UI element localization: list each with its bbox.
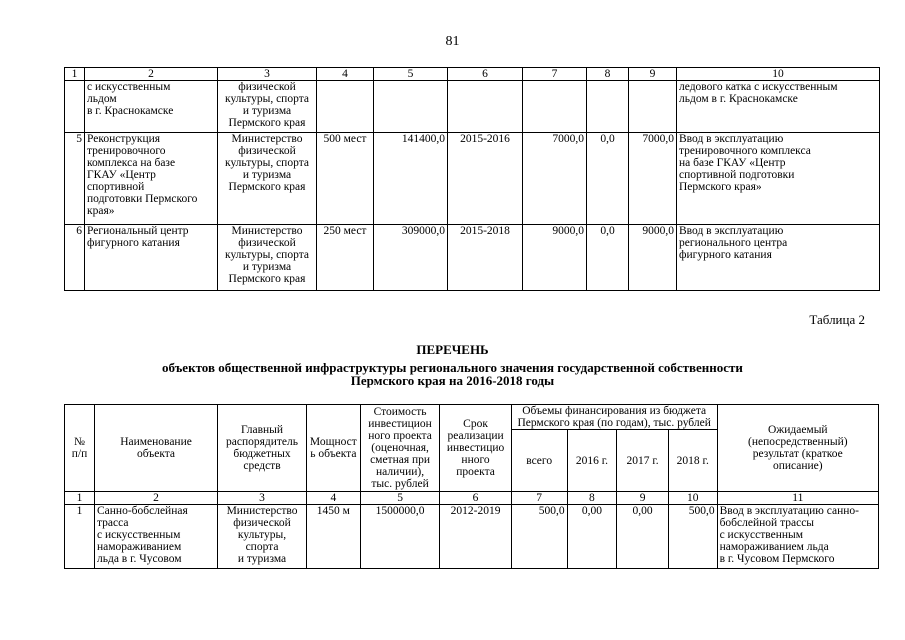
col-number: 7 (523, 68, 587, 81)
funding-2016: 0,00 (567, 505, 617, 569)
objects-table-continued (64, 67, 880, 291)
col-number: 3 (218, 492, 307, 505)
object-name: с искусственным льдом в г. Краснокамске (85, 81, 218, 133)
period: 2012-2019 (440, 505, 511, 569)
capacity: 1450 м (306, 505, 360, 569)
header-total: всего (511, 430, 567, 492)
administrator: Министерство физической культуры, спорта и туризма Пермского края (218, 133, 317, 225)
list-subtitle-line1: объектов общественной инфраструктуры регионального значения государственной собственности (162, 360, 743, 375)
table-row (65, 133, 880, 225)
period (448, 81, 523, 133)
header-capacity: Мощност ь объекта (306, 405, 360, 492)
col-number: 4 (306, 492, 360, 505)
page-number: 81 (445, 34, 460, 49)
period: 2015-2018 (448, 225, 523, 291)
cost (374, 81, 448, 133)
table-row (65, 81, 880, 133)
col-number: 8 (567, 492, 617, 505)
col-number: 5 (360, 492, 440, 505)
header-funding: Объемы финансирования из бюджета Пермского края (по годам), тыс. рублей (511, 405, 717, 430)
expected-result: Ввод в эксплуатацию регионального центра фигурного катания (677, 225, 880, 291)
col-number: 8 (587, 68, 629, 81)
list-title: ПЕРЕЧЕНЬ (416, 342, 489, 357)
capacity: 500 мест (317, 133, 374, 225)
header-administrator: Главный распорядитель бюджетных средств (218, 405, 307, 492)
table-row (65, 505, 879, 569)
col-number: 5 (374, 68, 448, 81)
col-number: 9 (617, 492, 669, 505)
col-number: 6 (440, 492, 511, 505)
row-number: 1 (65, 505, 95, 569)
column-number-row (65, 68, 880, 81)
header-2018: 2018 г. (668, 430, 717, 492)
row-number: 6 (65, 225, 85, 291)
col-number: 10 (668, 492, 717, 505)
header-row (65, 405, 879, 430)
object-name: Реконструкция тренировочного комплекса на базе ГКАУ «Центр спортивной подготовки Пермского края» (85, 133, 218, 225)
cost: 141400,0 (374, 133, 448, 225)
expected-result: Ввод в эксплуатацию санно- бобслейной трассы с искусственным намораживанием льда в г. Чусовом Пермского (717, 505, 878, 569)
header-period: Срок реализации инвестицио нного проекта (440, 405, 511, 492)
object-name: Санно-бобслейная трасса с искусственным намораживанием льда в г. Чусовом (94, 505, 217, 569)
list-subtitle-line2: Пермского края на 2016-2018 годы (350, 373, 555, 388)
header-result: Ожидаемый (непосредственный) результат (краткое описание) (717, 405, 878, 492)
header-2016: 2016 г. (567, 430, 617, 492)
capacity: 250 мест (317, 225, 374, 291)
col-number: 2 (94, 492, 217, 505)
col-number: 11 (717, 492, 878, 505)
object-name: Региональный центр фигурного катания (85, 225, 218, 291)
row-number (65, 81, 85, 133)
funding-2017: 9000,0 (629, 225, 677, 291)
funding-2017: 0,00 (617, 505, 669, 569)
period: 2015-2016 (448, 133, 523, 225)
funding-total: 7000,0 (523, 133, 587, 225)
funding-total: 500,0 (511, 505, 567, 569)
col-number: 6 (448, 68, 523, 81)
column-number-row (65, 492, 879, 505)
col-number: 10 (677, 68, 880, 81)
capacity (317, 81, 374, 133)
funding-total (523, 81, 587, 133)
funding-2016: 0,0 (587, 133, 629, 225)
administrator: Министерство физической культуры, спорта и туризма (218, 505, 307, 569)
funding-2018: 500,0 (668, 505, 717, 569)
funding-2017: 7000,0 (629, 133, 677, 225)
cost: 1500000,0 (360, 505, 440, 569)
col-number: 7 (511, 492, 567, 505)
table-row (65, 225, 880, 291)
funding-2017 (629, 81, 677, 133)
administrator: физической культуры, спорта и туризма Пермского края (218, 81, 317, 133)
header-name: Наименование объекта (94, 405, 217, 492)
col-number: 9 (629, 68, 677, 81)
administrator: Министерство физической культуры, спорта и туризма Пермского края (218, 225, 317, 291)
objects-table (64, 404, 879, 569)
col-number: 2 (85, 68, 218, 81)
funding-total: 9000,0 (523, 225, 587, 291)
funding-2016: 0,0 (587, 225, 629, 291)
funding-2016 (587, 81, 629, 133)
header-num: № п/п (65, 405, 95, 492)
cost: 309000,0 (374, 225, 448, 291)
col-number: 3 (218, 68, 317, 81)
expected-result: Ввод в эксплуатацию тренировочного комплекса на базе ГКАУ «Центр спортивной подготовки Пермского края» (677, 133, 880, 225)
col-number: 1 (65, 68, 85, 81)
row-number: 5 (65, 133, 85, 225)
header-cost: Стоимость инвестицион ного проекта (оценочная, сметная при наличии), тыс. рублей (360, 405, 440, 492)
col-number: 1 (65, 492, 95, 505)
expected-result: ледового катка с искусственным льдом в г. Краснокамске (677, 81, 880, 133)
table-label: Таблица 2 (809, 312, 865, 327)
header-2017: 2017 г. (617, 430, 669, 492)
col-number: 4 (317, 68, 374, 81)
